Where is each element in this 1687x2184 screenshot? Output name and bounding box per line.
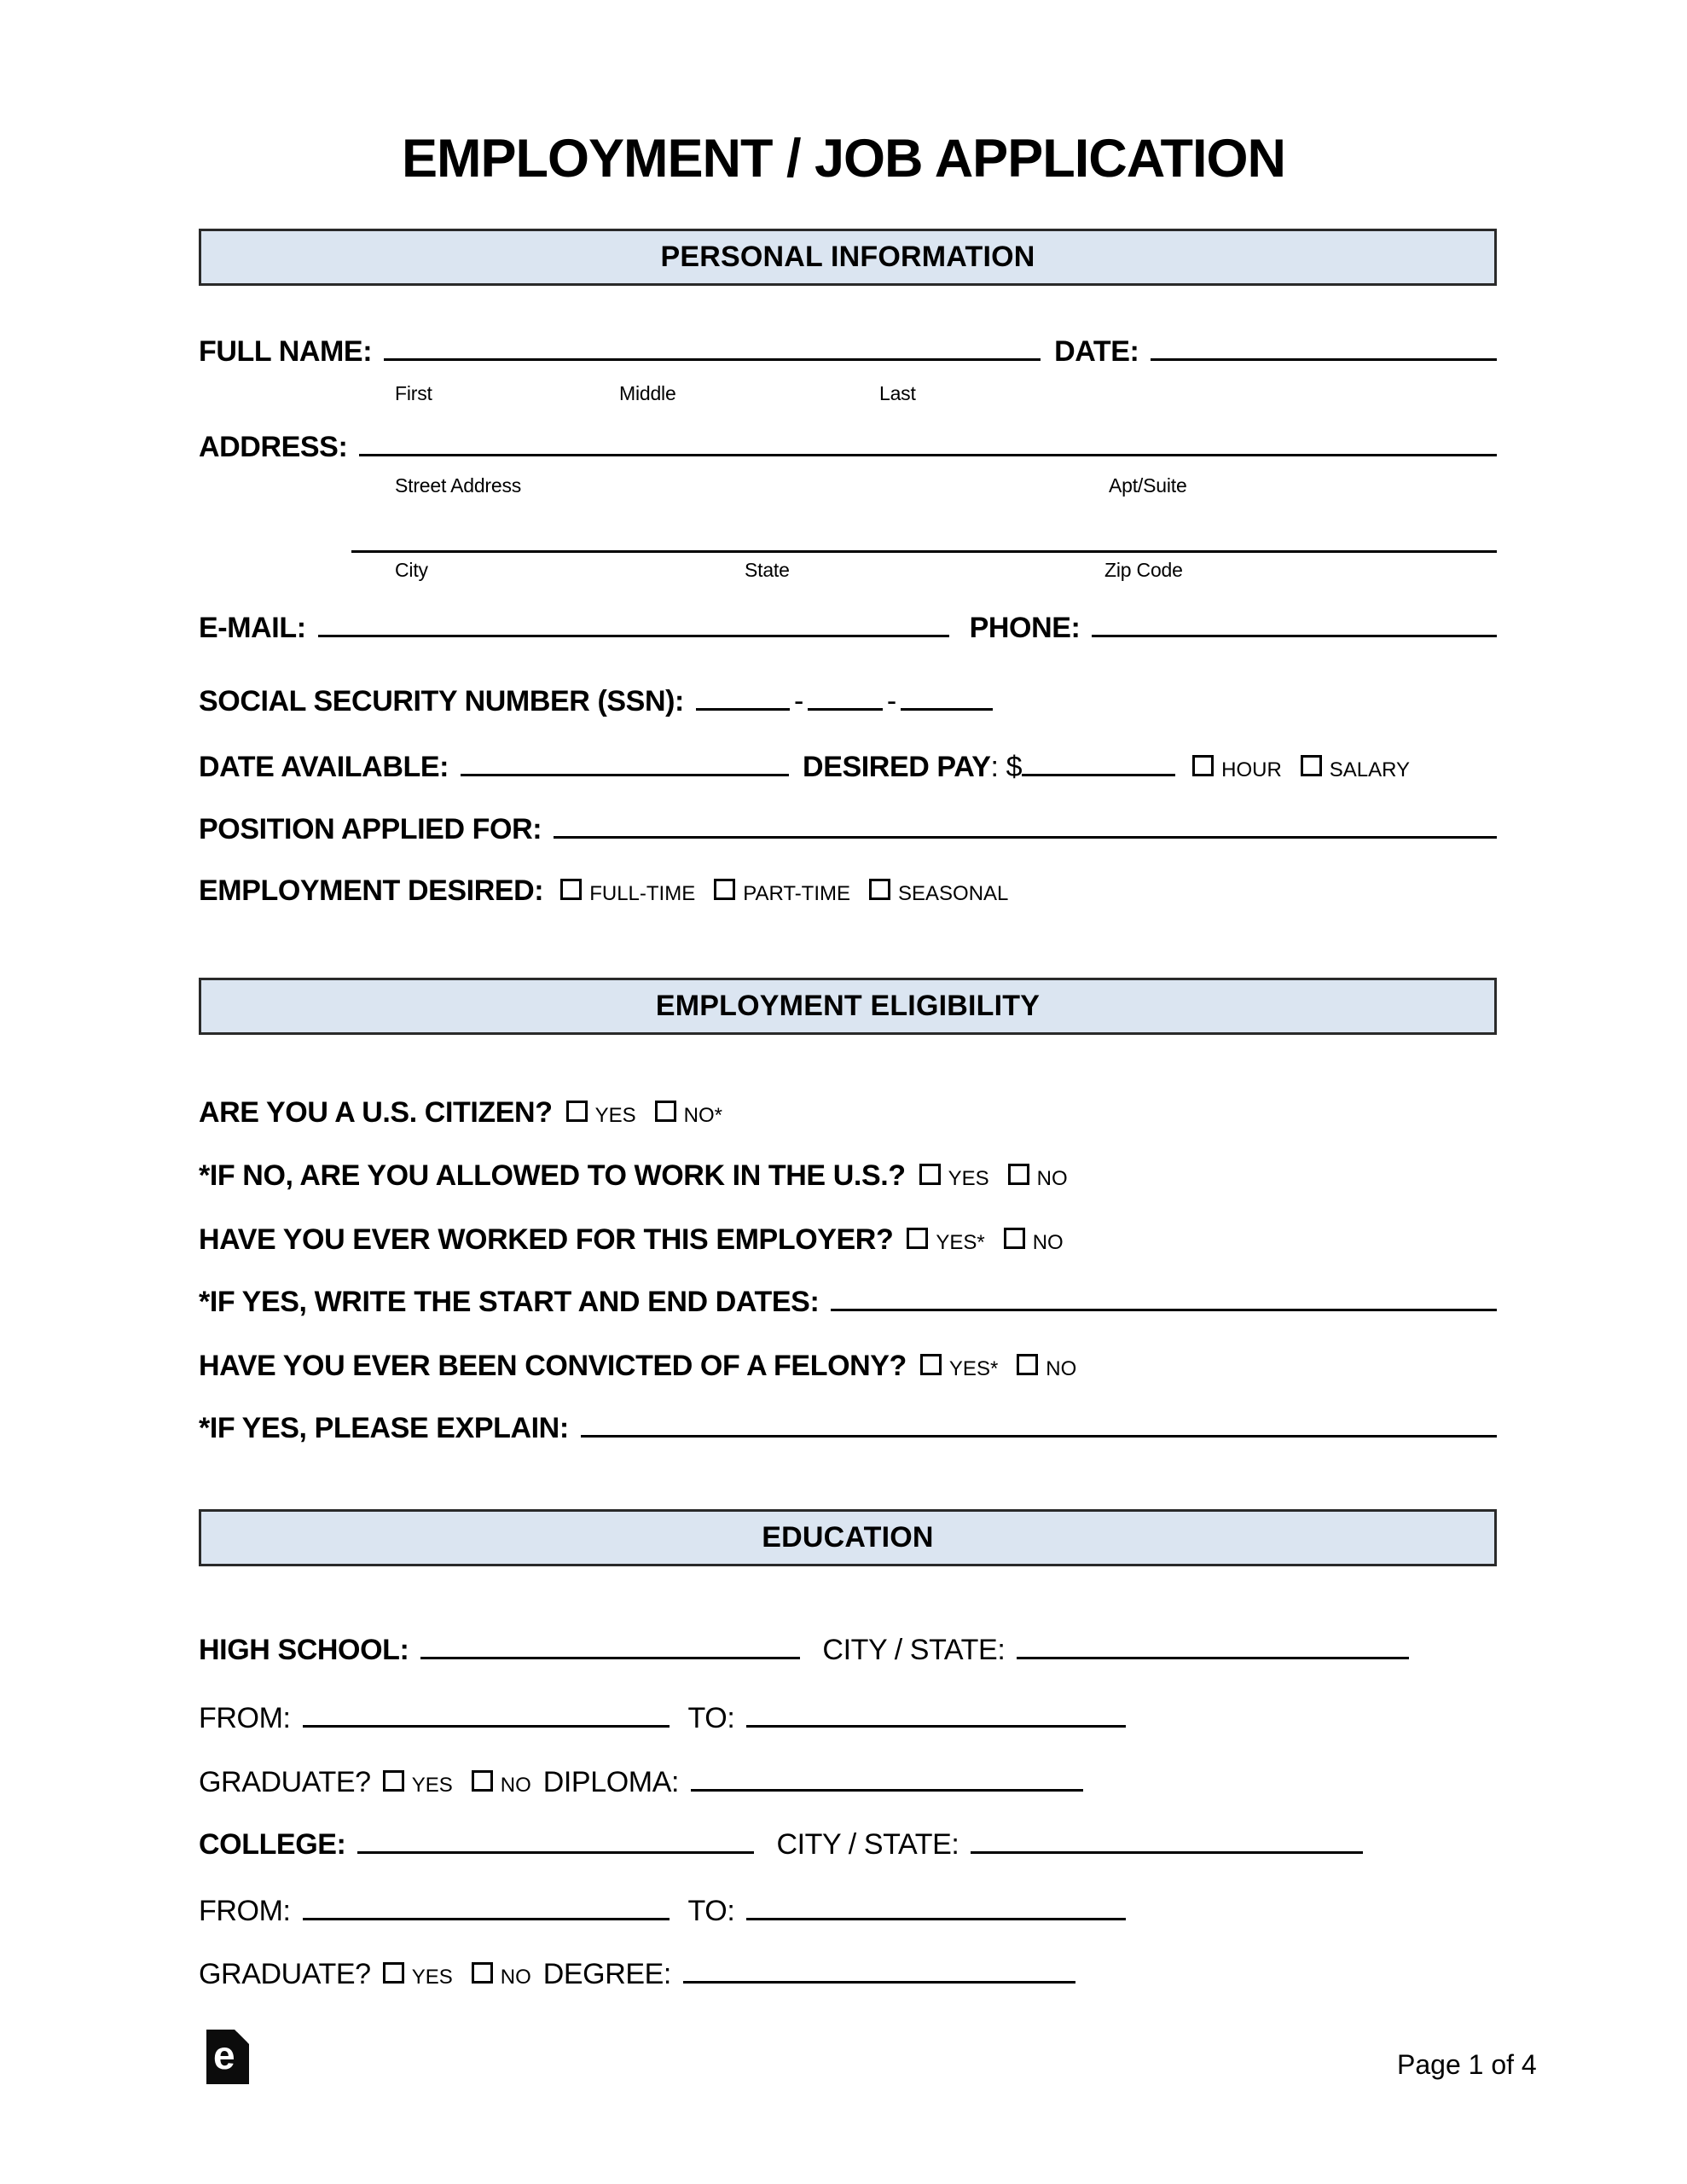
checkbox-hs-graduate-no[interactable]	[472, 1770, 493, 1792]
part-time-option-label: PART-TIME	[743, 882, 851, 905]
phone-label: PHONE:	[969, 612, 1081, 644]
apt-suite-sublabel: Apt/Suite	[1109, 474, 1187, 497]
college-from-label: FROM:	[199, 1895, 291, 1927]
email-phone-row	[199, 612, 1497, 645]
ssn-part1-input-line[interactable]	[696, 698, 790, 711]
college-input-line[interactable]	[357, 1841, 754, 1854]
checkbox-worked-yes[interactable]	[907, 1228, 928, 1249]
felony-question-label: HAVE YOU EVER BEEN CONVICTED OF A FELONY?	[199, 1350, 907, 1382]
eforms-logo-icon	[206, 2030, 249, 2084]
section-header-education	[199, 1509, 1497, 1566]
degree-label: DEGREE:	[542, 1958, 671, 1990]
checkbox-salary[interactable]	[1301, 755, 1322, 776]
high-school-label: HIGH SCHOOL:	[199, 1634, 409, 1666]
checkbox-allowed-no[interactable]	[1008, 1164, 1029, 1185]
hs-graduate-yes-label: YES	[411, 1774, 453, 1797]
citizen-yes-label: YES	[594, 1104, 636, 1127]
fold-flap-icon	[237, 2032, 247, 2042]
checkbox-college-graduate-yes[interactable]	[383, 1962, 404, 1984]
worked-before-row	[199, 1223, 1497, 1257]
last-name-sublabel: Last	[879, 382, 916, 404]
checkbox-college-graduate-no[interactable]	[472, 1962, 493, 1984]
worked-yes-label: YES*	[936, 1231, 985, 1254]
full-time-option-label: FULL-TIME	[589, 882, 696, 905]
hs-city-state-label: CITY / STATE:	[822, 1634, 1006, 1666]
ssn-label: SOCIAL SECURITY NUMBER (SSN):	[199, 685, 684, 717]
college-graduate-row	[199, 1958, 1497, 1991]
checkbox-citizen-no[interactable]	[655, 1101, 676, 1122]
street-address-sublabel: Street Address	[395, 474, 522, 497]
section-header-personal-information	[199, 229, 1497, 286]
checkbox-allowed-yes[interactable]	[919, 1164, 941, 1185]
dates-question-label: *IF YES, WRITE THE START AND END DATES:	[199, 1286, 820, 1318]
checkbox-seasonal[interactable]	[869, 879, 890, 900]
checkbox-worked-no[interactable]	[1004, 1228, 1025, 1249]
desired-pay-dollar-sign: : $	[990, 751, 1023, 783]
checkbox-citizen-yes[interactable]	[566, 1101, 588, 1122]
allowed-yes-label: YES	[948, 1167, 989, 1190]
worked-question-label: HAVE YOU EVER WORKED FOR THIS EMPLOYER?	[199, 1223, 894, 1256]
explain-question-label: *IF YES, PLEASE EXPLAIN:	[199, 1412, 569, 1444]
state-sublabel: State	[745, 559, 790, 581]
checkbox-hs-graduate-yes[interactable]	[383, 1770, 404, 1792]
hour-option-label: HOUR	[1221, 758, 1282, 781]
email-input-line[interactable]	[318, 624, 949, 637]
date-available-pay-row	[199, 751, 1497, 784]
ssn-dash: -	[793, 685, 803, 717]
college-graduate-label: GRADUATE?	[199, 1958, 371, 1990]
college-label: COLLEGE:	[199, 1828, 346, 1861]
felony-row	[199, 1350, 1497, 1383]
allowed-question-label: *IF NO, ARE YOU ALLOWED TO WORK IN THE U.S.?	[199, 1159, 906, 1192]
logo-letter: e	[213, 2033, 235, 2077]
city-state-zip-input-line[interactable]	[351, 550, 1497, 553]
hs-from-to-row	[199, 1702, 1497, 1735]
salary-option-label: SALARY	[1329, 758, 1411, 781]
hs-to-input-line[interactable]	[746, 1715, 1126, 1728]
desired-pay-input-line[interactable]	[1022, 764, 1175, 776]
allowed-to-work-row	[199, 1159, 1497, 1193]
checkbox-hour[interactable]	[1192, 755, 1214, 776]
college-graduate-no-label: NO	[500, 1966, 531, 1989]
hs-to-label: TO:	[687, 1702, 735, 1734]
hs-graduate-no-label: NO	[500, 1774, 531, 1797]
ssn-row	[199, 685, 1497, 718]
full-name-input-line[interactable]	[384, 348, 1041, 361]
ssn-dash: -	[886, 685, 896, 717]
address-row	[199, 431, 1497, 464]
college-from-input-line[interactable]	[303, 1908, 670, 1920]
checkbox-part-time[interactable]	[714, 879, 735, 900]
felony-no-label: NO	[1046, 1357, 1077, 1380]
address-label: ADDRESS:	[199, 431, 348, 463]
city-sublabel: City	[395, 559, 428, 581]
hs-graduate-row	[199, 1766, 1497, 1799]
checkbox-felony-yes[interactable]	[920, 1354, 942, 1375]
date-label: DATE:	[1054, 335, 1139, 368]
position-applied-label: POSITION APPLIED FOR:	[199, 813, 542, 845]
date-available-input-line[interactable]	[461, 764, 789, 776]
section-header-employment-eligibility	[199, 978, 1497, 1035]
full-name-row	[199, 335, 1497, 369]
checkbox-felony-no[interactable]	[1017, 1354, 1038, 1375]
degree-input-line[interactable]	[683, 1971, 1075, 1984]
high-school-input-line[interactable]	[420, 1647, 800, 1659]
employment-desired-row	[199, 874, 1497, 908]
college-city-state-input-line[interactable]	[971, 1841, 1363, 1854]
ssn-part2-input-line[interactable]	[808, 698, 883, 711]
middle-name-sublabel: Middle	[619, 382, 676, 404]
desired-pay-label: DESIRED PAY	[803, 751, 991, 783]
allowed-no-label: NO	[1036, 1167, 1068, 1190]
section-header-label: EDUCATION	[762, 1521, 934, 1554]
hs-graduate-label: GRADUATE?	[199, 1766, 371, 1798]
full-name-label: FULL NAME:	[199, 335, 373, 368]
college-graduate-yes-label: YES	[411, 1966, 453, 1989]
high-school-row	[199, 1634, 1497, 1667]
seasonal-option-label: SEASONAL	[898, 882, 1009, 905]
college-to-input-line[interactable]	[746, 1908, 1126, 1920]
hs-city-state-input-line[interactable]	[1017, 1647, 1409, 1659]
hs-from-label: FROM:	[199, 1702, 291, 1734]
street-address-input-line[interactable]	[359, 444, 1497, 456]
section-header-label: PERSONAL INFORMATION	[660, 241, 1035, 273]
diploma-input-line[interactable]	[691, 1779, 1083, 1792]
worked-no-label: NO	[1032, 1231, 1064, 1254]
page-title: EMPLOYMENT / JOB APPLICATION	[401, 129, 1286, 189]
date-input-line[interactable]	[1151, 348, 1497, 361]
phone-input-line[interactable]	[1092, 624, 1497, 637]
college-city-state-label: CITY / STATE:	[776, 1828, 959, 1861]
citizen-question-label: ARE YOU A U.S. CITIZEN?	[199, 1096, 553, 1129]
college-from-to-row	[199, 1895, 1497, 1928]
explain-row	[199, 1412, 1497, 1445]
section-header-label: EMPLOYMENT ELIGIBILITY	[655, 990, 1041, 1022]
email-label: E-MAIL:	[199, 612, 306, 644]
date-available-label: DATE AVAILABLE:	[199, 751, 449, 783]
checkbox-full-time[interactable]	[560, 879, 582, 900]
college-to-label: TO:	[687, 1895, 735, 1927]
diploma-label: DIPLOMA:	[542, 1766, 680, 1798]
felony-yes-label: YES*	[948, 1357, 999, 1380]
ssn-part3-input-line[interactable]	[901, 698, 993, 711]
position-row	[199, 813, 1497, 846]
citizen-question-row	[199, 1096, 1497, 1130]
zip-code-sublabel: Zip Code	[1104, 559, 1183, 581]
page-number-label: Page 1 of 4	[1397, 2049, 1537, 2080]
first-name-sublabel: First	[395, 382, 432, 404]
college-row	[199, 1828, 1497, 1862]
start-end-dates-input-line[interactable]	[831, 1298, 1497, 1311]
employment-desired-label: EMPLOYMENT DESIRED:	[199, 874, 544, 907]
citizen-no-label: NO*	[683, 1104, 722, 1127]
position-input-line[interactable]	[554, 826, 1497, 839]
start-end-dates-row	[199, 1286, 1497, 1319]
explain-input-line[interactable]	[581, 1425, 1497, 1438]
hs-from-input-line[interactable]	[303, 1715, 670, 1728]
